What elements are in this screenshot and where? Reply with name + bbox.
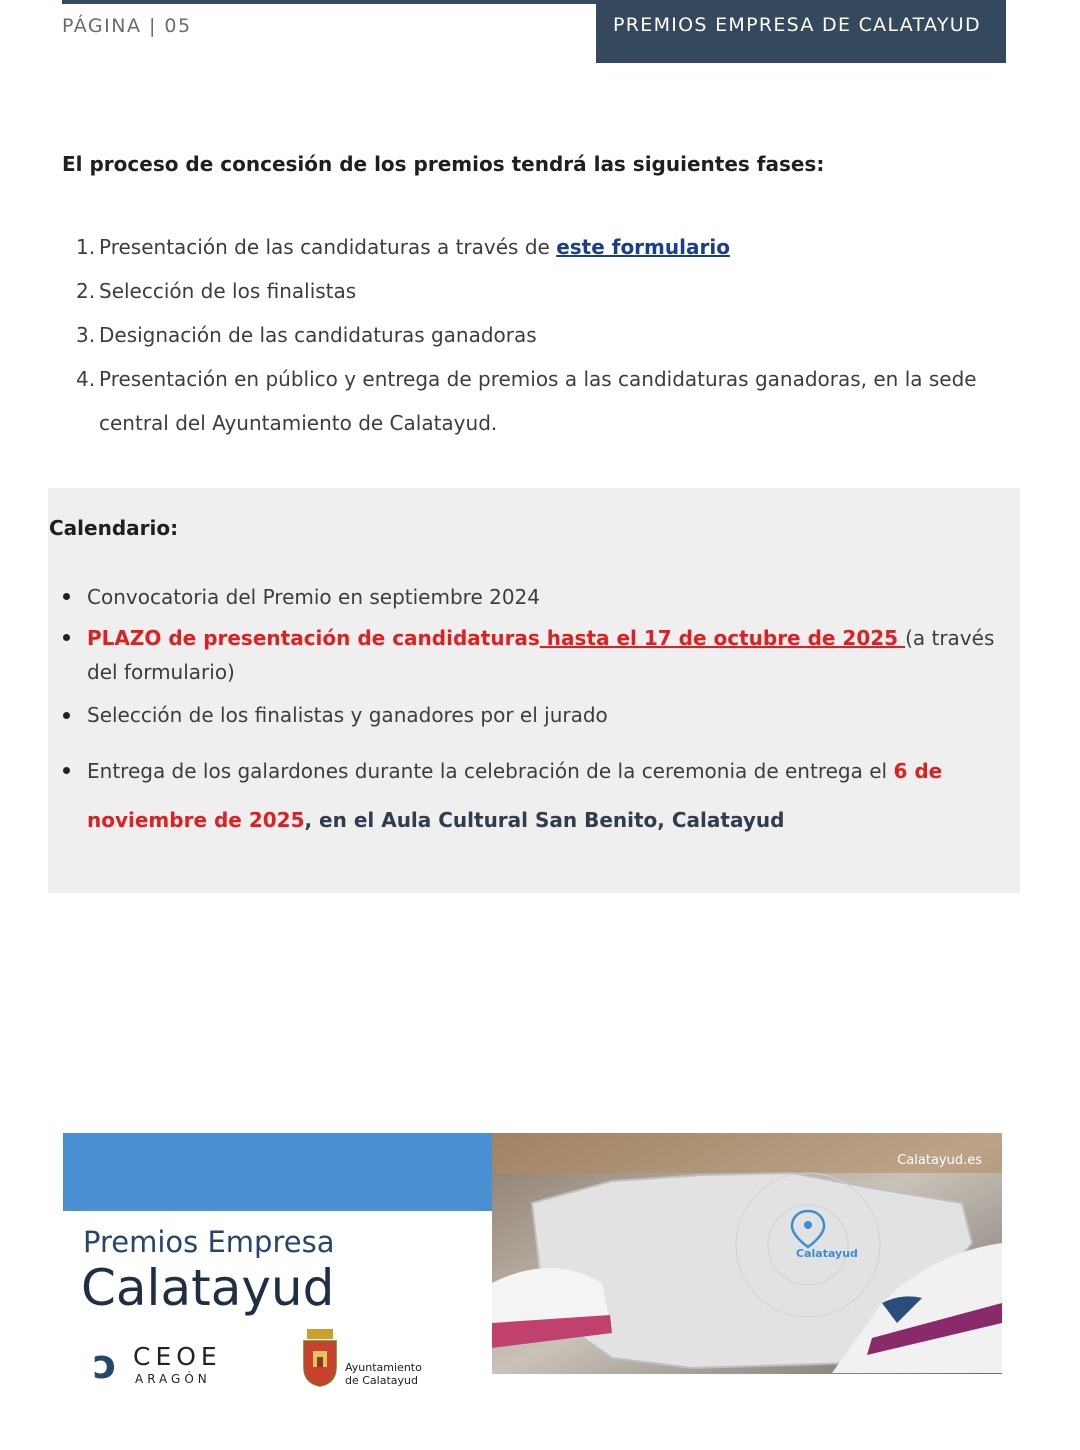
deadline-label: PLAZO de presentación de candidaturas — [87, 626, 540, 650]
phases-intro: El proceso de concesión de los premios tendrá las siguientes fases: — [62, 152, 825, 176]
phase-text: Selección de los finalistas — [99, 279, 357, 303]
ayuntamiento-line1: Ayuntamiento — [345, 1361, 422, 1374]
calendar-item — [62, 697, 1017, 733]
ceoe-mark-icon: ɔ — [93, 1342, 117, 1388]
site-label: Calatayud.es — [897, 1153, 982, 1168]
header-title-box — [596, 0, 1006, 63]
calendar-box — [48, 488, 1020, 893]
phase-text: Designación de las candidaturas ganadoras — [99, 323, 537, 347]
phase-text — [99, 225, 730, 269]
banner-title-line2: Calatayud — [81, 1259, 335, 1317]
page-number: PÁGINA | 05 — [62, 15, 192, 37]
bullet-icon — [62, 578, 87, 616]
bullet-icon — [62, 621, 87, 689]
phase-item — [76, 313, 1006, 357]
coat-of-arms-icon — [301, 1329, 339, 1387]
calendar-item-text — [87, 621, 1017, 689]
ceremony-date: 6 de noviembre de 2025 — [87, 759, 943, 832]
calendar-item-text: Selección de los finalistas y ganadores por el jurado — [87, 703, 608, 727]
phase-number: 1. — [76, 235, 96, 259]
phase-text-content: Presentación de las candidaturas a través de — [99, 235, 557, 259]
ceoe-name: CEOE — [133, 1342, 222, 1371]
phase-item — [76, 357, 1006, 445]
phase-item — [76, 269, 1006, 313]
banner-title-line1: Premios Empresa — [83, 1225, 335, 1259]
phases-list — [76, 225, 1006, 445]
map-city-label: Calatayud — [796, 1247, 858, 1260]
ceremony-venue: , en el Aula Cultural San Benito, Calatayud — [304, 808, 785, 832]
ayuntamiento-line2: de Calatayud — [345, 1374, 418, 1387]
ceremony-text: Entrega de los galardones durante la celebración de la ceremonia de entrega el — [87, 759, 894, 783]
calendar-item — [62, 621, 1017, 689]
phase-number: 3. — [76, 323, 96, 347]
header-rule — [62, 0, 596, 4]
calendar-title: Calendario: — [49, 516, 179, 540]
calendar-item-text — [87, 747, 1017, 845]
phase-number: 4. — [76, 367, 96, 391]
phase-item — [76, 225, 1006, 269]
phase-text: Presentación en público y entrega de premios a las candidaturas ganadoras, en la sede central del Ayuntamiento de Calatayud. — [99, 367, 977, 435]
bullet-icon — [62, 697, 87, 733]
banner-blue-band — [63, 1133, 493, 1211]
calendar-item-text: Convocatoria del Premio en septiembre 2024 — [87, 585, 540, 609]
train-map-illustration — [492, 1133, 1002, 1374]
ceoe-sub: ARAGÓN — [135, 1372, 211, 1386]
deadline-date: hasta el 17 de octubre de 2025 — [539, 626, 906, 650]
calendar-item — [62, 578, 1017, 616]
form-link[interactable]: este formulario — [556, 235, 730, 259]
banner-photo — [492, 1133, 1002, 1374]
ceoe-logo — [93, 1341, 243, 1391]
ayuntamiento-logo — [301, 1329, 441, 1389]
deadline-note: (a través del formulario) — [87, 626, 995, 684]
calendar-list — [62, 578, 1017, 845]
ayuntamiento-name — [345, 1361, 422, 1387]
bullet-icon — [62, 747, 87, 845]
calendar-item — [62, 747, 1017, 845]
header-title: PREMIOS EMPRESA DE CALATAYUD — [613, 14, 981, 36]
awards-banner — [63, 1133, 1002, 1388]
phase-number: 2. — [76, 279, 96, 303]
